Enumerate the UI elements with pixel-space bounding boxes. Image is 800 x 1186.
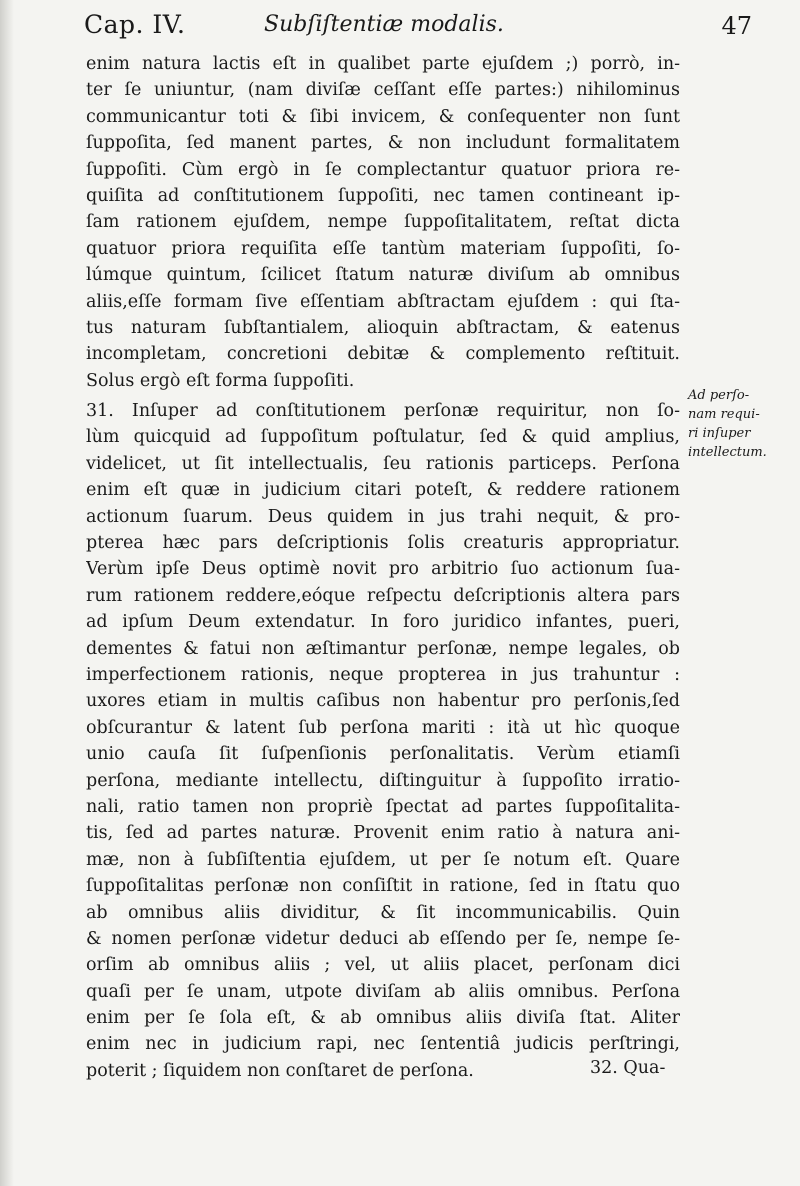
text-line: enim per ſe ſola eſt, & ab omnibus aliis diviſa ſtat. Aliter: [86, 1008, 680, 1029]
text-line: mæ, non à ſubſiſtentia ejuſdem, ut per ſe notum eſt. Quare: [86, 849, 680, 870]
text-body: [86, 51, 680, 1084]
text-line: ſam rationem ejuſdem, nempe ſuppoſitalitatem, reſtat dicta: [86, 212, 680, 233]
text-line: tus naturam ſubſtantialem, alioquin abſtractam, & eatenus: [86, 317, 680, 338]
text-line: ter ſe uniuntur, (nam diviſæ ceſſant eſſe partes:) nihilominus: [86, 80, 680, 101]
text-line: unio cauſa ſit ſuſpenſionis perſonalitatis. Verùm etiamſi: [86, 744, 680, 765]
text-line: ſuppoſita, ſed manent partes, & non includunt formalitatem: [86, 133, 680, 154]
page-edge-shadow: [0, 0, 14, 1186]
text-line: perſona, mediante intellectu, diſtinguitur à ſuppoſito irratio-: [86, 770, 680, 791]
text-line: enim eſt quæ in judicium citari poteſt, & reddere rationem: [86, 480, 680, 501]
text-line: imperfectionem rationis, neque propterea in jus trahuntur :: [86, 664, 680, 685]
text-line: quaſi per ſe unam, utpote diviſam ab aliis omnibus. Perſona: [86, 981, 680, 1002]
text-line: videlicet, ut ſit intellectualis, ſeu rationis particeps. Perſona: [86, 453, 680, 474]
text-line: ſuppoſitalitas perſonæ non conſiſtit in ratione, ſed in ſtatu quo: [86, 876, 680, 897]
text-line: ſuppoſiti. Cùm ergò in ſe complectantur quatuor priora re-: [86, 159, 680, 180]
text-line: aliis,eſſe formam ſive eſſentiam abſtractam ejuſdem : qui ſta-: [86, 291, 680, 312]
text-line: quatuor priora requiſita eſſe tantùm materiam ſuppoſiti, ſo-: [86, 238, 680, 259]
marginal-note-line: nam requi-: [688, 407, 760, 422]
marginal-note-line: intellectum.: [688, 445, 767, 460]
chapter-label: Cap. IV.: [84, 10, 186, 39]
text-line: enim nec in judicium rapi, nec ſententiâ judicis perſtringi,: [86, 1034, 680, 1055]
text-line: tis, ſed ad partes naturæ. Provenit enim ratio à natura ani-: [86, 823, 680, 844]
text-line: communicantur toti & ſibi invicem, & conſequenter non ſunt: [86, 106, 680, 127]
text-line: lùm quicquid ad ſuppoſitum poſtulatur, ſed & quid amplius,: [86, 427, 680, 448]
text-line: rum rationem reddere,eóque reſpectu deſcriptionis altera pars: [86, 585, 680, 606]
text-line: incompletam, concretioni debitæ & complemento reſtituit.: [86, 344, 680, 365]
catchword: 32. Qua-: [590, 1058, 666, 1078]
text-line: dementes & fatui non æſtimantur perſonæ, nempe legales, ob: [86, 638, 680, 659]
text-line: 31. Inſuper ad conſtitutionem perſonæ requiritur, non ſo-: [86, 401, 680, 422]
marginal-note: [688, 386, 788, 462]
page-number: 47: [721, 12, 752, 40]
text-line: & nomen perſonæ videtur deduci ab eſſendo per ſe, nempe ſe-: [86, 928, 680, 949]
text-line: actionum ſuarum. Deus quidem in jus trahi nequit, & pro-: [86, 506, 680, 527]
text-line: pterea hæc pars deſcriptionis ſolis creaturis appropriatur.: [86, 533, 680, 554]
text-line: poterit ; ſiquidem non conſtaret de perſona.: [86, 1060, 474, 1081]
running-title: Subſiſtentiæ modalis.: [264, 12, 504, 37]
marginal-note-line: Ad perſo-: [688, 388, 750, 403]
text-line: obſcurantur & latent ſub perſona mariti : ità ut hìc quoque: [86, 717, 680, 738]
text-line: nali, ratio tamen non propriè ſpectat ad partes ſuppoſitalita-: [86, 796, 680, 817]
marginal-note-line: ri inſuper: [688, 426, 751, 441]
text-line: uxores etiam in multis caſibus non habentur pro perſonis,ſed: [86, 691, 680, 712]
text-line: quiſita ad conſtitutionem ſuppoſiti, nec tamen contineant ip-: [86, 185, 680, 206]
text-line: orſim ab omnibus aliis ; vel, ut aliis placet, perſonam dici: [86, 955, 680, 976]
text-line: ab omnibus aliis dividitur, & ſit incommunicabilis. Quin: [86, 902, 680, 923]
text-line: enim natura lactis eſt in qualibet parte ejuſdem ;) porrò, in-: [86, 54, 680, 74]
text-line: ad ipſum Deum extendatur. In foro juridico infantes, pueri,: [86, 612, 680, 633]
text-line: lúmque quintum, ſcilicet ſtatum naturæ diviſum ab omnibus: [86, 265, 680, 286]
text-line: Solus ergò eſt forma ſuppoſiti.: [86, 370, 355, 391]
text-line: Verùm ipſe Deus optimè novit pro arbitrio ſuo actionum ſua-: [86, 559, 680, 580]
running-header: [84, 10, 752, 44]
